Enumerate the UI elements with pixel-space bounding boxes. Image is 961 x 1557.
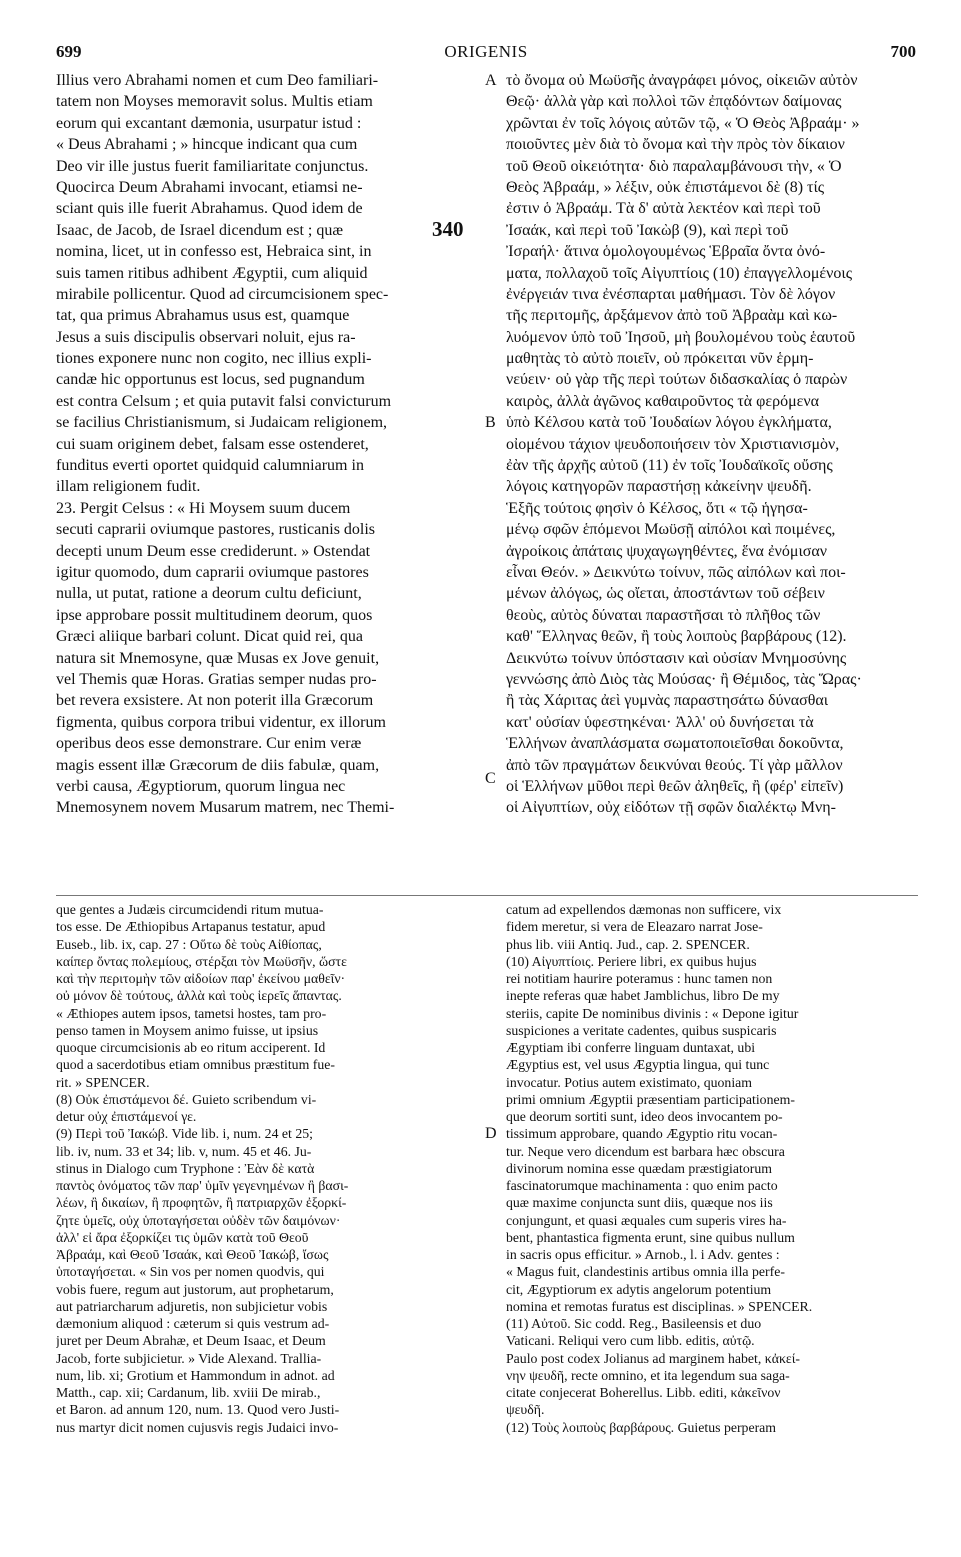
text-line: γεννώσης ἀπὸ Διὸς τὰς Μούσας· ἢ Θέμιδος, τὰς Ὥρας· xyxy=(506,670,862,688)
note-line: Vaticani. Reliqui vero cum libb. editis, αὐτῷ. xyxy=(506,1333,755,1349)
column-marker-d: D xyxy=(485,1125,497,1142)
note-line: num, lib. xi; Grotium et Hammondum in adnot. ad xyxy=(56,1367,335,1383)
note-line: vobis fuere, regum aut justorum, aut prophetarum, xyxy=(56,1281,334,1297)
note-line: penso tamen in Moysem animo fuisse, ut ipsius xyxy=(56,1022,319,1038)
text-line: τοῦ Θεοῦ οἰκειότητα· διὸ παραλαμβάνουσι τὴν, « Ὁ xyxy=(506,157,842,175)
text-line: ἀγροίκοις ἀπάταις ψυχαγωγηθέντες, ἕνα ἐνόμισαν xyxy=(506,542,828,560)
note-line: Ægyptiam ibi conferre linguam duntaxat, ubi xyxy=(506,1040,756,1055)
text-line: οἱ Ἑλλήνων μῦθοι περὶ θεῶν ἀληθεῖς, ἢ (φέρ' εἰπεῖν) xyxy=(506,777,844,795)
note-line: « Æthiopes autem ipsos, tametsi hostes, tam pro- xyxy=(56,1005,327,1021)
text-line: natura sit Mnemosyne, quæ Musas ex Jove genuit, xyxy=(56,649,380,667)
column-marker-c: C xyxy=(485,770,496,787)
note-line: Ægyptius est, vel usus Ægyptia lingua, qui tunc xyxy=(506,1057,770,1073)
note-line: fidem meretur, si vera de Eleazaro narrat Jose- xyxy=(506,919,763,935)
text-line: cui suam originem debet, falsam esse ostenderet, xyxy=(56,435,369,453)
note-line: lib. iv, num. 33 et 34; lib. v, num. 45 et 46. Ju- xyxy=(56,1143,312,1159)
note-line: Jacob, forte subjicietur. » Vide Alexand. Trallia- xyxy=(56,1350,322,1366)
text-line: Ἰσαάκ, καὶ περὶ τοῦ Ἰακὼβ (9), καὶ περὶ τοῦ xyxy=(506,221,789,239)
text-line: candæ hic opportunus est locus, sed pugnandum xyxy=(56,371,365,389)
note-line: phus lib. viii Antiq. Jud., cap. 2. SPENCER. xyxy=(506,936,750,952)
text-line: 23. Pergit Celsus : « Hi Moysem suum ducem xyxy=(56,499,351,517)
note-line: que deorum sortiti sunt, ideo deos invocantem po- xyxy=(506,1109,783,1124)
text-line: Jesus a suis discipulis observari noluit, ejus ra- xyxy=(56,328,356,346)
text-line: magis essent illæ Græcorum de diis fabulæ, quam, xyxy=(56,756,380,774)
text-line: mirabile pollicentur. Quod ad circumcisionem spec- xyxy=(56,285,389,303)
text-line: vel Themis quæ Horas. Gratias semper nudas pro- xyxy=(56,670,377,688)
note-line: rei notitiam haurire poteramus : hunc tamen non xyxy=(506,971,773,986)
note-line: detur οὐχ ἐπιστάμενοί γε. xyxy=(56,1109,197,1124)
text-line: illam religionem fudit. xyxy=(56,478,201,496)
note-line: invocatur. Potius autem existimato, quoniam xyxy=(506,1074,753,1090)
note-line: ἀλλ' εἰ ἄρα ἐξορκίζει τις ὑμῶν κατὰ τοῦ Θεοῦ xyxy=(56,1229,309,1245)
note-line: rit. » SPENCER. xyxy=(56,1074,150,1090)
note-line: Matth., cap. xii; Cardanum, lib. xviii De mirab., xyxy=(56,1385,321,1400)
note-line: quoque circumcisionis ab eo ritum acciperent. Id xyxy=(56,1040,326,1055)
text-line: est contra Celsum ; et quia putavit falsi convicturum xyxy=(56,392,392,410)
text-line: tat, qua primus Abrahamus usus est, quamque xyxy=(56,307,350,325)
text-line: figmenta, quibus corpora tribui videntur, ex illorum xyxy=(56,713,386,731)
note-line: καὶ τὴν περιτομὴν τῶν αἰδοίων παρ' ἐκείνου μαθεῖν· xyxy=(56,971,346,986)
note-line: dæmonium aliquod : cæterum si quis vestrum ad- xyxy=(56,1316,330,1331)
note-line: ζητε ὑμεῖς, οὐχ ὑποταγήσεται οὐδὲν τῶν δαιμόνων· xyxy=(56,1212,341,1228)
text-line: igitur quomodo, dum caprarii oviumque pastores xyxy=(56,563,369,581)
text-line: ὑπὸ Κέλσου κατὰ τοῦ Ἰουδαίων λόγου ἐγκλήματα, xyxy=(506,414,832,432)
note-line: (8) Οὐκ ἐπιστάμενοι δέ. Guieto scribendum vi- xyxy=(56,1091,317,1107)
note-line: λέων, ἢ δικαίων, ἢ προφητῶν, ἢ πατριαρχῶν ἐξορκί- xyxy=(56,1195,347,1211)
note-line: stinus in Dialogo cum Tryphone : Ἐὰν δὲ κατὰ xyxy=(56,1160,315,1176)
note-line: ψευδῆ. xyxy=(506,1402,545,1418)
note-line: Euseb., lib. ix, cap. 27 : Οὕτω δὲ τοὺς Αἰθίοπας, xyxy=(56,936,322,952)
note-line: citate conjecerat Boherellus. Libb. editi, κἀκεῖνον xyxy=(506,1385,781,1400)
note-line: quæ maxime conjuncta sunt diis, quæque nos iis xyxy=(506,1195,773,1211)
text-line: tatem non Moyses memoravit solus. Multis etiam xyxy=(56,93,373,111)
running-header xyxy=(56,38,916,68)
note-line: νην ψευδῆ, recte omnino, et ita legendum sua saga- xyxy=(506,1367,790,1383)
note-line: cit, Ægyptiorum ex adytis angelorum potentium xyxy=(506,1281,772,1297)
note-line: (9) Περὶ τοῦ Ἰακώβ. Vide lib. i, num. 24 et 25; xyxy=(56,1126,313,1142)
text-line: οἱ Αἰγυπτίων, οὐχ εἰδότων τῇ σφῶν διαλέκτῳ Μνη- xyxy=(506,799,836,817)
note-line: aut patriarcharum adjuretis, non subjicietur vobis xyxy=(56,1298,328,1314)
text-line: Ἰσραήλ· ἅτινα ὁμολογουμένως Ἑβραῖα ὄντα ὀνό- xyxy=(506,243,826,261)
text-line: ἐὰν τῆς ἀρχῆς αὐτοῦ (11) ἐν τοῖς Ἰουδαϊκοῖς οὔσης xyxy=(506,457,833,475)
note-line: suspiciones a veritate cadentes, quibus suspicaris xyxy=(506,1022,777,1038)
text-line: ἐστιν ὁ Ἀβραάμ. Τὰ δ' αὐτὰ λεκτέον καὶ περὶ τοῦ xyxy=(506,200,821,218)
text-line: Δεικνύτω τοίνυν ὑπόστασιν καὶ οὐσίαν Μνημοσύνης xyxy=(506,649,847,667)
column-number: 340 xyxy=(432,217,464,241)
note-line: ὑποταγήσεται. « Sin vos per nomen quodvis, qui xyxy=(56,1264,325,1280)
text-line: ματα, πολλαχοῦ τοῖς Αἰγυπτίοις (10) ἐπαγγελλομένοις xyxy=(506,264,853,282)
text-line: ἐνέργειάν τινα ἐνέσπαρται μαθήμασι. Τὸν δὲ λόγον xyxy=(506,285,836,303)
text-line: Græci aliique barbari colunt. Dicat quid rei, qua xyxy=(56,628,364,646)
text-line: οἰομένου τάχιον ψευδοποιήσειν τὸν Χριστιανισμὸν, xyxy=(506,435,840,453)
text-line: Ἑλλήνων ἀναπλάσματα σωματοποιεῖσθαι δοκοῦντα, xyxy=(506,735,844,753)
text-line: secuti caprarii oviumque pastores, rusticanis dolis xyxy=(56,521,376,539)
note-line: catum ad expellendos dæmonas non sufficere, vix xyxy=(506,902,782,917)
text-line: νεύειν· οὐ γὰρ τῆς περὶ τούτων διδασκαλίας ὁ παρὼν xyxy=(506,371,848,389)
note-line: bent, phantastica figmenta erunt, sine quibus nullum xyxy=(506,1229,795,1245)
note-line: conjungunt, et quasi æquales cum superis vires ha- xyxy=(506,1212,787,1228)
note-line: « Magus fuit, clandestinis artibus omnia illa perfe- xyxy=(506,1264,785,1280)
text-line: καιρὸς, ἀλλὰ ἀγῶνος καθαιροῦντος τὰ φερόμενα xyxy=(506,392,819,410)
footnote-divider xyxy=(56,895,918,896)
note-line: Ἀβραάμ, καὶ Θεοῦ Ἰσαάκ, καὶ Θεοῦ Ἰακώβ, ἴσως xyxy=(56,1247,329,1262)
note-line: tur. Neque vero dicendum est barbara hæc obscura xyxy=(506,1143,785,1159)
note-line: steriis, capite De nominibus divinis : « Depone igitur xyxy=(506,1005,799,1021)
note-line: fascinatorumque machinamenta : quo enim pacto xyxy=(506,1178,778,1193)
note-line: οὐ μόνον δὲ τούτους, ἀλλὰ καὶ τοὺς ἱερεῖς ἅπαντας. xyxy=(56,988,342,1004)
text-line: verbi causa, Ægyptiorum, quorum lingua nec xyxy=(56,777,346,795)
note-line: Paulo post codex Jolianus ad marginem habet, κἀκεί- xyxy=(506,1350,801,1366)
text-line: καθ' Ἕλληνας θεῶν, ἢ τοὺς λοιποὺς βαρβάρους (12). xyxy=(506,628,847,646)
text-line: eorum qui excantant dæmonia, usurpatur istud : xyxy=(56,114,362,132)
greek-column xyxy=(506,70,918,892)
text-line: Quocirca Deum Abrahami invocant, etiamsi ne- xyxy=(56,178,363,196)
text-line: μένων ἀλόγως, ὡς οἴεται, ἀποστάντων τοῦ σέβειν xyxy=(506,585,825,603)
text-line: τὸ ὄνομα οὐ Μωϋσῆς ἀναγράφει μόνος, οἰκειῶν αὐτὸν xyxy=(506,72,858,89)
text-line: μαθητὰς τὸ αὐτὸ ποιεῖν, οὐ πρόκειται νῦν ἑρμη- xyxy=(506,350,814,368)
column-marker-a: A xyxy=(485,72,497,89)
text-line: μένῳ σφῶν ἑπόμενοι Μωϋσῇ αἰπόλοι καὶ ποιμένες, xyxy=(506,521,836,539)
text-line: τῆς περιτομῆς, ἀρξάμενον ἀπὸ τοῦ Ἀβραὰμ καὶ κω- xyxy=(506,307,838,325)
note-line: tissimum approbare, quando Ægyptio ritu vocan- xyxy=(506,1126,778,1142)
latin-column xyxy=(56,70,481,892)
text-line: decepti unum Deum esse crediderunt. » Ostendat xyxy=(56,542,371,560)
text-line: suis tamen ritibus adhibent Ægyptii, cum aliquid xyxy=(56,264,368,282)
note-line: tos esse. De Æthiopibus Artapanus testatur, apud xyxy=(56,919,326,935)
text-line: λυόμενον ὑπὸ τοῦ Ἰησοῦ, μὴ βουλομένου τοὺς ἑαυτοῦ xyxy=(506,328,856,346)
note-line: divinorum nomina esse quædam præstigiatorum xyxy=(506,1160,772,1176)
text-line: θεοὺς, αὐτὸς δύναται παραστῆσαι τὸ πλῆθος τῶν xyxy=(506,606,821,624)
text-line: Mnemosynem novem Musarum matrem, nec Themi- xyxy=(56,799,395,817)
text-line: sciant quis ille fuerit Abrahamus. Quod idem de xyxy=(56,200,363,218)
note-line: (11) Αὐτοῦ. Sic codd. Reg., Basileensis et duo xyxy=(506,1316,762,1331)
note-line: καίπερ ὄντας πολεμίους, στέρξαι τὸν Μωϋσῆν, ὥστε xyxy=(56,953,347,969)
text-line: χρῶνται ἐν τοῖς λόγοις αὐτῶν τῷ, « Ὁ Θεὸς Ἀβραάμ· » xyxy=(506,114,860,132)
text-line: ἀπὸ τῶν πραγμάτων δεικνύναι θεούς. Τί γὰρ μᾶλλον xyxy=(506,756,843,774)
text-line: tiones exponere nunc non cogito, nec illius expli- xyxy=(56,350,372,368)
text-line: nulla, ut putat, ratione a deorum cultu deficiunt, xyxy=(56,585,362,603)
text-line: Isaac, de Jacob, de Israel dicendum est ; quæ xyxy=(56,221,344,239)
text-line: ἢ τὰς Χάριτας ἀεὶ γυμνὰς παραστησάτω δύνασθαι xyxy=(506,692,829,710)
note-line: et Baron. ad annum 120, num. 13. Quod vero Justi- xyxy=(56,1402,340,1418)
note-line: quod a sacerdotibus etiam omnibus præstitum fue- xyxy=(56,1057,335,1073)
notes-right-column xyxy=(506,901,918,1436)
right-page-number: 700 xyxy=(890,42,916,61)
text-line: Illius vero Abrahami nomen et cum Deo familiari- xyxy=(56,72,379,89)
text-line: funditus everti oportet quidquid calumniarum in xyxy=(56,457,364,475)
text-line: ipse approbare possit multitudinem deorum, quos xyxy=(56,606,373,624)
text-line: εἶναι Θεόν. » Δεικνύτω τοίνυν, πῶς αἰπόλων καὶ ποι- xyxy=(506,563,846,581)
text-line: nomina, licet, ut in confesso est, Hebraica sint, in xyxy=(56,243,372,261)
note-line: in sacris opus efficitur. » Arnob., l. i Adv. gentes : xyxy=(506,1247,780,1262)
text-line: Ἑξῆς τούτοις φησὶν ὁ Κέλσος, ὅτι « τῷ ἡγησα- xyxy=(506,499,808,517)
note-line: (12) Τοὺς λοιποὺς βαρβάρους. Guietus perperam xyxy=(506,1419,777,1435)
text-line: ποιοῦντες μὲν διὰ τὸ ὄνομα καὶ τὴν πρὸς τὸν δίκαιον xyxy=(506,136,845,154)
note-line: inepte referas quæ habet Jamblichus, libro De my xyxy=(506,988,780,1004)
note-line: nus martyr dicit nomen cujusvis regis Judaici invo- xyxy=(56,1419,339,1435)
note-line: primi omnium Ægyptii præsentiam participationem- xyxy=(506,1091,795,1107)
note-line: que gentes a Judæis circumcidendi ritum mutua- xyxy=(56,902,324,917)
notes-left-column xyxy=(56,901,481,1436)
text-line: Deo vir ille justus fuerit familiaritate conjunctus. xyxy=(56,157,369,175)
column-marker-b: B xyxy=(485,414,496,431)
text-line: « Deus Abrahami ; » hincque indicant qua cum xyxy=(56,136,358,154)
text-line: Θεῷ· ἀλλὰ γὰρ καὶ πολλοὶ τῶν ἐπᾳδόντων δαίμονας xyxy=(506,93,842,111)
text-line: se facilius Christianismum, si Judaicam religionem, xyxy=(56,414,388,432)
text-line: κατ' οὐσίαν ὑφεστηκέναι· Ἀλλ' οὐ δυνήσεται τὰ xyxy=(506,713,814,731)
left-page-number: 699 xyxy=(56,42,82,61)
note-line: juret per Deum Abrahæ, et Deum Isaac, et Deum xyxy=(56,1333,326,1349)
text-line: operibus deos esse demonstrare. Cur enim veræ xyxy=(56,735,362,753)
running-title: ORIGENIS xyxy=(444,42,528,61)
text-line: Θεὸς Ἀβραάμ, » λέξιν, οὐκ ἐπιστάμενοι δὲ (8) τίς xyxy=(506,178,825,196)
note-line: (10) Αἰγυπτίοις. Periere libri, ex quibus hujus xyxy=(506,953,757,969)
note-line: nomina et remotas furatus est disciplinas. » SPENCER. xyxy=(506,1298,813,1314)
text-line: λόγοις κατηγορῶν παραστήσῃ κἀκείνην ψευδῆ. xyxy=(506,478,812,496)
text-line: bet revera exsistere. At non poterit illa Græcorum xyxy=(56,692,374,710)
note-line: παντὸς ὀνόματος τῶν παρ' ὑμῖν γεγενημένων ἢ βασι- xyxy=(56,1178,349,1193)
